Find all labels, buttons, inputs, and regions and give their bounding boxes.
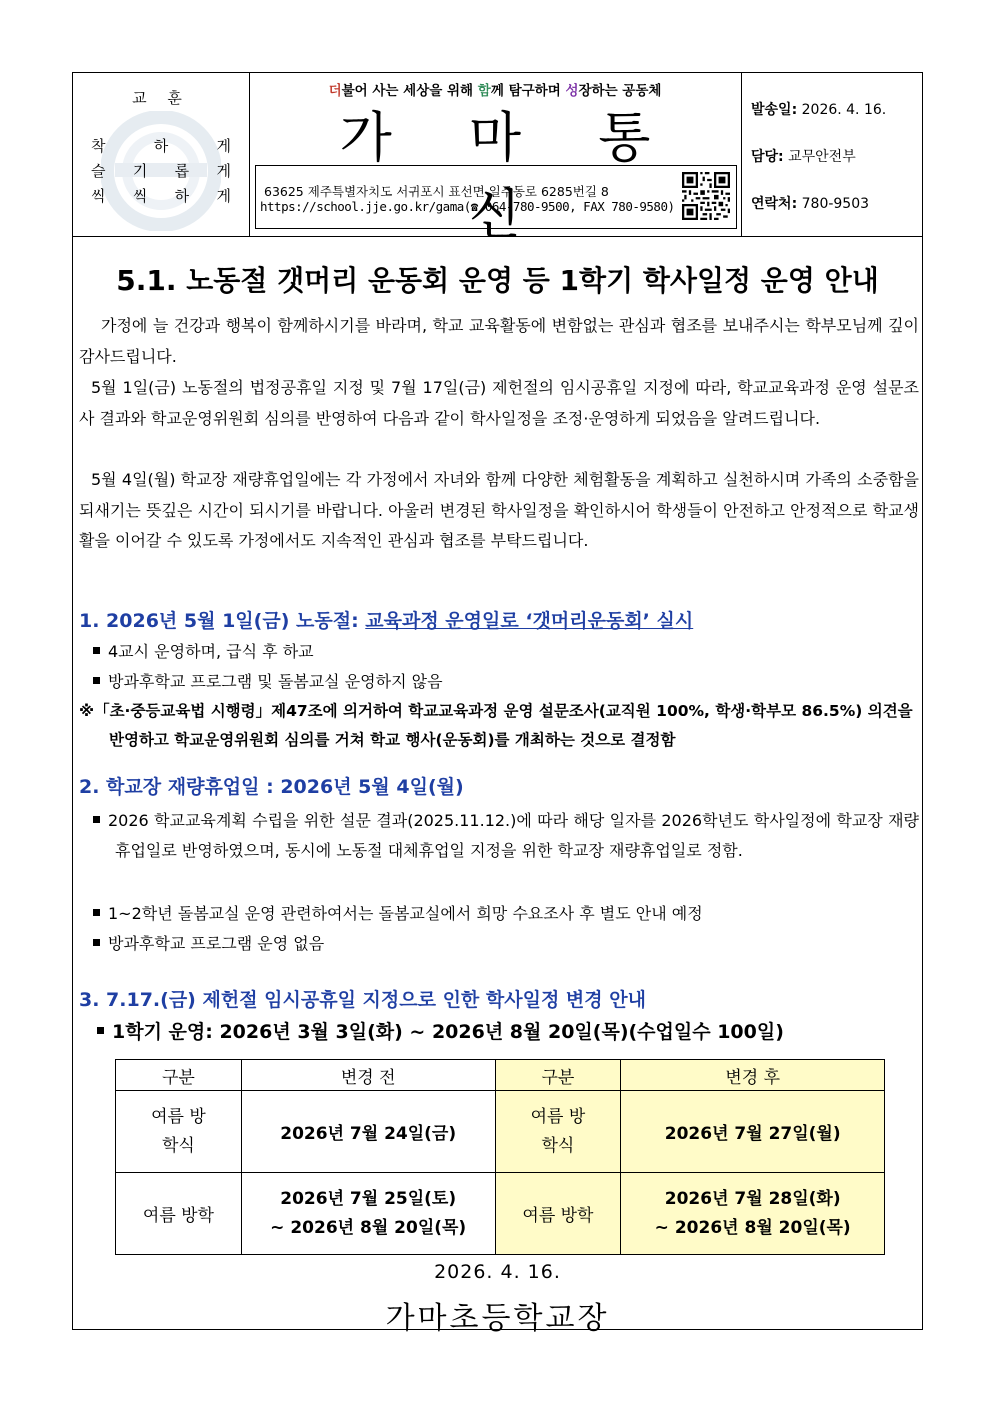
table-cell (495, 1091, 621, 1173)
issue-date-row (751, 99, 886, 119)
footer-date: 2026. 4. 16. (434, 1261, 561, 1283)
bullet-square-icon (93, 677, 100, 684)
document-title: 5.1. 노동절 갯머리 운동회 운영 등 1학기 학사일정 운영 안내 (116, 264, 879, 297)
section-1-bullet-2 (93, 667, 443, 697)
table-row (116, 1173, 885, 1255)
cell-line: ~ 2026년 8월 20일(목) (270, 1217, 467, 1238)
motto-char: 착 (91, 137, 106, 155)
address-box (255, 165, 737, 229)
school-motto-box (73, 73, 250, 236)
cell-line: ~ 2026년 8월 20일(목) (654, 1217, 851, 1238)
phone-label: 연락처: (751, 196, 798, 212)
motto-line-2 (91, 160, 231, 181)
slogan-accent: 함 (477, 83, 491, 99)
cell-text: 여름 방학식 (530, 1106, 586, 1156)
section-1-heading-prefix: 1. 2026년 5월 1일(금) 노동절: (79, 610, 366, 632)
motto-char: 롭 (174, 162, 190, 180)
department: 교무안전부 (788, 149, 856, 165)
section-2-bullet-2 (93, 899, 703, 929)
table-cell (116, 1091, 242, 1173)
masthead (249, 73, 742, 246)
bullet-square-icon (93, 647, 100, 654)
phone: 780-9503 (801, 196, 870, 212)
slogan-text: 께 탐구하며 (490, 83, 566, 99)
bullet-text: 방과후학교 프로그램 및 돌봄교실 운영하지 않음 (108, 672, 443, 691)
slogan-text: 장하는 공동체 (578, 83, 662, 99)
table-header: 변경 후 (621, 1060, 885, 1091)
slogan-accent: 더 (328, 83, 342, 99)
motto-char: 슬 (91, 162, 106, 180)
motto-title: 교 훈 (132, 89, 190, 107)
section-1-note: ※「초·중등교육법 시행령」제47조에 의거하여 학교교육과정 운영 설문조사(교직원 100%, 학생·학부모 86.5%) 의견을 반영하고 학교운영위원회 심의를 거쳐 학교 행사(운동회)를 개최하는 것으로 결정함 (79, 702, 913, 749)
school-contact: https://school.jje.go.kr/gama(☎ 064-780-9500, FAX 780-9580) (260, 199, 675, 214)
motto-char: 게 (216, 137, 231, 155)
section-1-bullet-1 (93, 637, 314, 667)
motto-line-1 (91, 135, 231, 156)
department-label: 담당: (751, 149, 784, 165)
table-cell (241, 1173, 495, 1255)
table-header: 구분 (495, 1060, 621, 1091)
motto-char: 게 (216, 187, 231, 205)
intro-paragraph-3: 5월 4일(월) 학교장 재량휴업일에는 각 가정에서 자녀와 함께 다양한 체험활동을 계획하고 실천하시며 가족의 소중함을 되새기는 뜻깊은 시간이 되시기를 바랍니다. 아울러 변경된 학사일정을 확인하시어 학생들이 안전하고 안정적으로 학교생활을 이어갈 수 있도록 가정에서도 지속적인 관심과 협조를 부탁드립니다. (79, 470, 919, 550)
bullet-text: 4교시 운영하며, 급식 후 하교 (108, 642, 314, 661)
intro-paragraph-2: 5월 1일(금) 노동절의 법정공휴일 지정 및 7월 17일(금) 제헌절의 임시공휴일 지정에 따라, 학교교육과정 운영 설문조사 결과와 학교운영위원회 심의를 반영하여 다음과 같이 학사일정을 조정·운영하게 되었음을 알려드립니다. (79, 378, 919, 428)
section-3-subheading (97, 1017, 784, 1047)
motto-line-3 (91, 185, 231, 206)
table-row (116, 1091, 885, 1173)
principal-signature: 가마초등학교장 (385, 1301, 610, 1336)
motto-char: 하 (174, 187, 190, 205)
issue-info (741, 73, 924, 236)
newsletter-title: 가 마 통 신 (339, 106, 681, 246)
section-2-bullet-1 (93, 806, 919, 866)
cell-line: 2026년 7월 25일(토) (280, 1188, 457, 1209)
section-2-heading: 2. 학교장 재량휴업일 : 2026년 5월 4일(월) (79, 776, 464, 798)
table-cell: 여름 방학 (495, 1173, 621, 1255)
issue-date: 2026. 4. 16. (801, 102, 887, 118)
cell-line: 2026년 7월 28일(화) (664, 1188, 841, 1209)
section-2-bullet-3 (93, 929, 324, 959)
newsletter-header (73, 73, 922, 246)
issue-date-label: 발송일: (751, 102, 798, 118)
section-1-heading (79, 606, 693, 633)
slogan-accent: 성 (565, 83, 579, 99)
newsletter-frame (72, 72, 923, 1336)
table-cell (621, 1173, 885, 1255)
bullet-square-icon (93, 816, 100, 823)
section-3-heading: 3. 7.17.(금) 제헌절 임시공휴일 지정으로 인한 학사일정 변경 안내 (79, 989, 646, 1011)
cell-text: 여름 방학식 (151, 1106, 206, 1156)
motto-char: 기 (132, 162, 148, 180)
table-cell: 2026년 7월 27일(월) (621, 1091, 885, 1173)
bullet-square-icon (97, 1027, 104, 1034)
phone-row (751, 193, 869, 213)
table-header: 변경 전 (241, 1060, 495, 1091)
bullet-text: 2026 학교교육계획 수립을 위한 설문 결과(2025.11.12.)에 따라 해당 일자를 2026학년도 학사일정에 학교장 재량휴업일로 반영하였으며, 동시에 노동절 대체휴업일 지정을 위한 학교장 재량휴업일로 정함. (108, 811, 919, 860)
table-cell: 여름 방학 (116, 1173, 242, 1255)
intro-paragraph-1: 가정에 늘 건강과 행복이 함께하시기를 바라며, 학교 교육활동에 변함없는 관심과 협조를 보내주시는 학부모님께 깊이 감사드립니다. (79, 316, 919, 366)
motto-char: 하 (153, 137, 169, 155)
slogan-text: 불어 사는 세상을 위해 (341, 83, 478, 99)
table-header: 구분 (116, 1060, 242, 1091)
bullet-square-icon (93, 939, 100, 946)
bullet-text: 방과후학교 프로그램 운영 없음 (108, 934, 325, 953)
subheading-text: 1학기 운영: 2026년 3월 3일(화) ~ 2026년 8월 20일(목)(수업일수 100일) (112, 1021, 784, 1043)
motto-char: 씩 (132, 187, 148, 205)
bullet-text: 1~2학년 돌봄교실 운영 관련하여서는 돌봄교실에서 희망 수요조사 후 별도 안내 예정 (108, 904, 703, 923)
table-header-row (116, 1060, 885, 1091)
bullet-square-icon (93, 909, 100, 916)
department-row (751, 146, 856, 166)
school-address: 63625 제주특별자치도 서귀포시 표선면 일주동로 6285번길 8 (264, 184, 609, 199)
section-1-heading-underlined: 교육과정 운영일로 ‘갯머리운동회’ 실시 (365, 610, 694, 632)
schedule-table (115, 1059, 885, 1255)
qr-code-icon (682, 172, 730, 220)
motto-char: 씩 (91, 187, 106, 205)
motto-char: 게 (216, 162, 231, 180)
table-cell: 2026년 7월 24일(금) (241, 1091, 495, 1173)
